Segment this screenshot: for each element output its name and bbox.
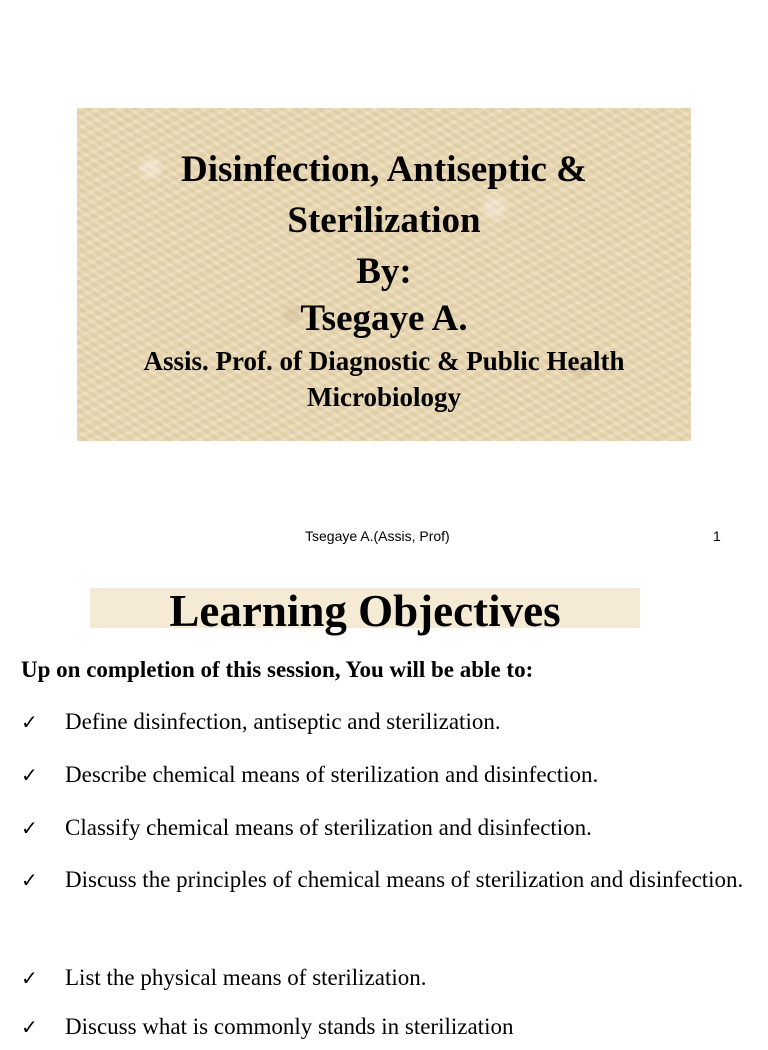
- checkmark-icon: ✓: [21, 966, 38, 990]
- objectives-intro: Up on completion of this session, You will be able to:: [21, 657, 534, 682]
- checkmark-icon: ✓: [21, 1015, 38, 1039]
- page-number: 1: [713, 528, 721, 544]
- objectives-title: Learning Objectives: [169, 586, 561, 636]
- affiliation-line-2: Microbiology: [307, 382, 461, 412]
- slide-title: [77, 144, 691, 246]
- objective-item: [21, 699, 748, 745]
- objective-item: [21, 857, 748, 903]
- affiliation-line-1: Assis. Prof. of Diagnostic & Public Health: [143, 346, 625, 376]
- objective-text: Classify chemical means of sterilization and disinfection.: [65, 815, 592, 840]
- slide-title-line-1: Disinfection, Antiseptic &: [181, 149, 587, 190]
- checkmark-icon: ✓: [21, 868, 38, 892]
- objective-item: [21, 1004, 748, 1050]
- objective-text: Discuss what is commonly stands in sterilization: [65, 1014, 514, 1039]
- objective-text: Discuss the principles of chemical means of sterilization and disinfection.: [65, 867, 744, 892]
- checkmark-icon: ✓: [21, 763, 38, 787]
- by-label: By:: [356, 251, 412, 292]
- objective-item: [21, 955, 748, 1001]
- objective-text: List the physical means of sterilization.: [65, 965, 427, 990]
- objective-item: [21, 805, 748, 851]
- objective-text: Describe chemical means of sterilization and disinfection.: [65, 762, 599, 787]
- author-affiliation: [77, 343, 691, 415]
- author-name: Tsegaye A.: [300, 298, 468, 339]
- objective-item: [21, 752, 748, 798]
- checkmark-icon: ✓: [21, 710, 38, 734]
- checkmark-icon: ✓: [21, 816, 38, 840]
- slide-title-line-2: Sterilization: [287, 200, 481, 241]
- title-slide-box: [77, 108, 691, 441]
- slide-footer: [0, 528, 768, 548]
- footer-author: Tsegaye A.(Assis, Prof): [305, 528, 450, 544]
- objective-text: Define disinfection, antiseptic and sterilization.: [65, 709, 501, 734]
